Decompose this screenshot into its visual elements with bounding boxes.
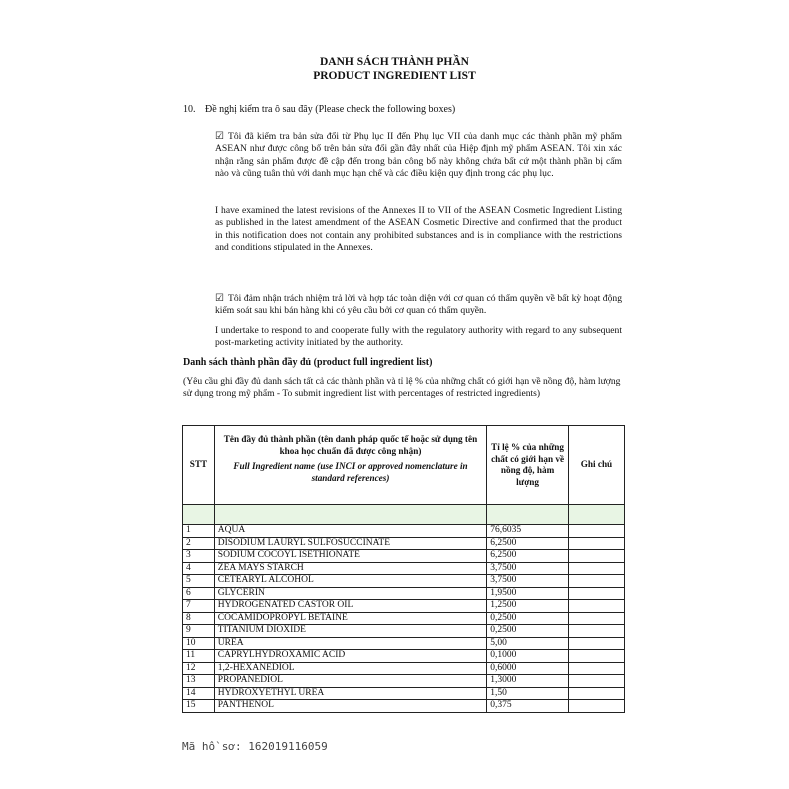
row-ratio: 0,1000 xyxy=(487,650,569,663)
declaration-2-english: I undertake to respond to and cooperate fully with the regulatory authority with regard to any subsequent post-marketing activity initiated by the authority. xyxy=(215,325,622,349)
row-note xyxy=(568,687,624,700)
row-ingredient-name: TITANIUM DIOXIDE xyxy=(214,625,486,638)
table-row xyxy=(183,587,625,600)
table-row xyxy=(183,662,625,675)
row-stt: 5 xyxy=(183,575,215,588)
declaration-1-english: I have examined the latest revisions of the Annexes II to VII of the ASEAN Cosmetic Ingredient Listing as published in the latest amendment of the ASEAN Cosmetic Directive and confirmed that the product in this notification does not contain any prohibited substances and is in compliance with the restrictions and conditions stipulated in the Annexes. xyxy=(215,205,622,254)
table-row xyxy=(183,575,625,588)
header-ratio: Tỉ lệ % của những chất có giới hạn về nồng độ, hàm lượng xyxy=(487,426,569,505)
row-stt: 1 xyxy=(183,525,215,538)
header-name-vi: Tên đầy đủ thành phần (tên danh pháp quốc tế hoặc sử dụng tên khoa học chuẩn đã được công nhận) xyxy=(223,434,478,456)
row-note xyxy=(568,637,624,650)
header-note: Ghi chú xyxy=(568,426,624,505)
row-ratio: 3,7500 xyxy=(487,562,569,575)
row-stt: 2 xyxy=(183,537,215,550)
section-number: 10. xyxy=(183,104,196,115)
row-note xyxy=(568,600,624,613)
section-text: Đề nghị kiểm tra ô sau đây (Please check the following boxes) xyxy=(205,104,456,115)
table-row xyxy=(183,650,625,663)
full-ingredient-list-heading: Danh sách thành phần đầy đủ (product full ingredient list) xyxy=(183,357,433,368)
row-ratio: 5,00 xyxy=(487,637,569,650)
row-note xyxy=(568,700,624,713)
table-row xyxy=(183,525,625,538)
table-row xyxy=(183,625,625,638)
row-note xyxy=(568,562,624,575)
table-row xyxy=(183,612,625,625)
row-stt: 12 xyxy=(183,662,215,675)
row-ingredient-name: SODIUM COCOYL ISETHIONATE xyxy=(214,550,486,563)
full-ingredient-list-note: (Yêu cầu ghi đầy đủ danh sách tất cả các thành phần và tỉ lệ % của những chất có giới hạn về nồng độ, hàm lượng sử dụng trong mỹ phẩm - To submit ingredient list with percentages of restricted ingredients) xyxy=(183,376,621,400)
row-stt: 8 xyxy=(183,612,215,625)
row-note xyxy=(568,550,624,563)
row-ratio: 0,375 xyxy=(487,700,569,713)
file-code: Mã hồ sơ: 162019116059 xyxy=(182,740,328,753)
table-row xyxy=(183,687,625,700)
spacer-cell xyxy=(183,505,215,525)
header-name-en: Full Ingredient name (use INCI or approved nomenclature in standard references) xyxy=(233,461,468,483)
checked-checkbox-icon[interactable]: ☑ xyxy=(215,293,224,304)
header-ingredient-name xyxy=(214,426,486,505)
row-note xyxy=(568,537,624,550)
row-ingredient-name: 1,2-HEXANEDIOL xyxy=(214,662,486,675)
declaration-2-vietnamese xyxy=(215,293,622,318)
row-stt: 13 xyxy=(183,675,215,688)
header-stt: STT xyxy=(183,426,215,505)
row-ratio: 1,9500 xyxy=(487,587,569,600)
row-ingredient-name: HYDROXYETHYL UREA xyxy=(214,687,486,700)
row-ratio: 76,6035 xyxy=(487,525,569,538)
title-english: PRODUCT INGREDIENT LIST xyxy=(313,70,476,82)
table-row xyxy=(183,562,625,575)
declaration-2-vi-text: Tôi đảm nhận trách nhiệm trả lời và hợp tác toàn diện với cơ quan có thẩm quyền về bất kỳ hoạt động kiểm soát sau khi bán hàng khi có yêu cầu bởi cơ quan có thẩm quyền. xyxy=(215,293,622,317)
row-ratio: 0,2500 xyxy=(487,625,569,638)
row-stt: 7 xyxy=(183,600,215,613)
row-ratio: 1,3000 xyxy=(487,675,569,688)
row-note xyxy=(568,675,624,688)
row-note xyxy=(568,625,624,638)
table-row xyxy=(183,700,625,713)
row-note xyxy=(568,575,624,588)
row-ratio: 0,2500 xyxy=(487,612,569,625)
row-ingredient-name: DISODIUM LAURYL SULFOSUCCINATE xyxy=(214,537,486,550)
row-note xyxy=(568,662,624,675)
row-ingredient-name: AQUA xyxy=(214,525,486,538)
row-ingredient-name: GLYCERIN xyxy=(214,587,486,600)
row-ratio: 6,2500 xyxy=(487,537,569,550)
spacer-cell xyxy=(214,505,486,525)
spacer-cell xyxy=(487,505,569,525)
table-row xyxy=(183,637,625,650)
row-ratio: 1,2500 xyxy=(487,600,569,613)
row-ingredient-name: PANTHENOL xyxy=(214,700,486,713)
declaration-1-vi-text: Tôi đã kiểm tra bản sửa đổi từ Phụ lục II đến Phụ lục VII của danh mục các thành phần mỹ phẩm ASEAN như được công bố trên bản sửa đổi gần đây nhất của Hiệp định mỹ phẩm ASEAN. Tôi xin xác nhận rằng sản phẩm được đề cập đến trong bản công bố này không chứa bất cứ một thành phần bị cấm nào và cũng tuân thủ với danh mục hạn chế và các điều kiện quy định trong các phụ lục. xyxy=(215,131,622,180)
row-ratio: 6,2500 xyxy=(487,550,569,563)
row-ingredient-name: CAPRYLHYDROXAMIC ACID xyxy=(214,650,486,663)
row-stt: 9 xyxy=(183,625,215,638)
declaration-1-vietnamese xyxy=(215,131,622,181)
table-row xyxy=(183,600,625,613)
table-spacer-row xyxy=(183,505,625,525)
row-ingredient-name: HYDROGENATED CASTOR OIL xyxy=(214,600,486,613)
row-stt: 6 xyxy=(183,587,215,600)
row-ingredient-name: PROPANEDIOL xyxy=(214,675,486,688)
row-ingredient-name: CETEARYL ALCOHOL xyxy=(214,575,486,588)
row-note xyxy=(568,587,624,600)
checked-checkbox-icon[interactable]: ☑ xyxy=(215,131,224,142)
row-stt: 10 xyxy=(183,637,215,650)
row-ingredient-name: UREA xyxy=(214,637,486,650)
spacer-cell xyxy=(568,505,624,525)
row-stt: 11 xyxy=(183,650,215,663)
table-row xyxy=(183,550,625,563)
row-ratio: 0,6000 xyxy=(487,662,569,675)
row-stt: 15 xyxy=(183,700,215,713)
row-ingredient-name: ZEA MAYS STARCH xyxy=(214,562,486,575)
row-note xyxy=(568,650,624,663)
section-10-heading xyxy=(183,103,455,116)
row-stt: 14 xyxy=(183,687,215,700)
row-stt: 4 xyxy=(183,562,215,575)
row-note xyxy=(568,612,624,625)
row-ratio: 3,7500 xyxy=(487,575,569,588)
row-note xyxy=(568,525,624,538)
title-vietnamese: DANH SÁCH THÀNH PHẦN xyxy=(320,56,469,68)
table-header-row xyxy=(183,426,625,505)
table-row xyxy=(183,537,625,550)
ingredient-table xyxy=(182,425,625,713)
table-row xyxy=(183,675,625,688)
row-stt: 3 xyxy=(183,550,215,563)
row-ingredient-name: COCAMIDOPROPYL BETAINE xyxy=(214,612,486,625)
row-ratio: 1,50 xyxy=(487,687,569,700)
